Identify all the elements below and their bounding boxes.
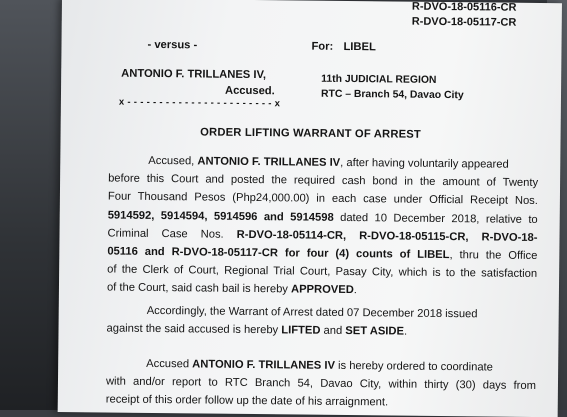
p1-text: . xyxy=(353,284,358,297)
p2-text: . xyxy=(403,325,408,338)
accused-label: Accused. xyxy=(224,84,275,98)
p1-case-numbers-cont: 05116 and R-DVO-18-05117-CR for four (4) counts of LIBEL xyxy=(107,245,450,262)
p1-line-7: of the Clerk of Court, Regional Trial Court, Pasay City, which is to the satisfaction xyxy=(107,263,538,281)
versus-label: - versus - xyxy=(147,38,198,52)
judicial-region: 11th JUDICIAL REGION xyxy=(321,73,437,86)
p3-text: is hereby ordered to coordinate xyxy=(334,359,493,374)
p2-text: and xyxy=(320,324,346,338)
p1-text: of the Court, said cash bail is hereby xyxy=(106,281,292,296)
p1-approved: APPROVED xyxy=(290,283,354,297)
p1-text: Criminal Case Nos. xyxy=(107,227,237,241)
p3-accused-name: ANTONIO F. TRILLANES IV xyxy=(192,358,336,372)
p3-line-2: with and/or report to RTC Branch 54, Davao City, within thirty (30) days from xyxy=(105,375,537,393)
p2-set-aside: SET ASIDE xyxy=(345,325,405,338)
case-number-05116: R-DVO-18-05116-CR xyxy=(411,0,517,14)
p3-line-3: receipt of this order follow up the date of his arraignment. xyxy=(105,393,389,409)
p1-text: , after having voluntarily appeared xyxy=(340,156,509,171)
paragraph-coordinate-order xyxy=(106,354,537,413)
p2-line-1: Accordingly, the Warrant of Arrest dated 07 December 2018 issued xyxy=(146,304,478,321)
p1-receipt-numbers: 5914592, 5914594, 5914596 and 5914598 xyxy=(107,209,334,224)
court-order-document xyxy=(58,0,562,417)
court-branch: RTC – Branch 54, Davao City xyxy=(320,88,464,102)
paragraph-warrant-lifted xyxy=(106,301,536,342)
charge-label: LIBEL xyxy=(343,40,376,54)
p1-accused-name: ANTONIO F. TRILLANES IV xyxy=(197,155,341,169)
p1-line-3: Four Thousand Pesos (Php24,000.00) in each case under Official Receipt Nos. xyxy=(107,190,538,208)
for-label: For: xyxy=(311,40,334,53)
order-title: ORDER LIFTING WARRANT OF ARREST xyxy=(200,126,422,141)
p1-text: Accused, xyxy=(148,154,198,168)
p1-text: dated 10 December 2018, relative to xyxy=(333,211,538,226)
p2-text: against the said accused is hereby xyxy=(106,322,282,337)
caption-separator: x - - - - - - - - - - - - - - - - - - - - - - - x xyxy=(118,96,281,110)
p2-lifted: LIFTED xyxy=(281,324,321,337)
p1-case-numbers: R-DVO-18-05114-CR, R-DVO-18-05115-CR, R-DVO-18- xyxy=(236,228,538,244)
p3-text: Accused xyxy=(146,357,193,371)
paragraph-bail-approval xyxy=(107,151,539,301)
accused-name: ANTONIO F. TRILLANES IV, xyxy=(121,67,267,82)
p1-line-2: before this Court and posted the required cash bond in the amount of Twenty xyxy=(108,172,539,190)
p1-text: , thru the Office xyxy=(449,249,538,263)
case-number-05117: R-DVO-18-05117-CR xyxy=(411,15,517,29)
